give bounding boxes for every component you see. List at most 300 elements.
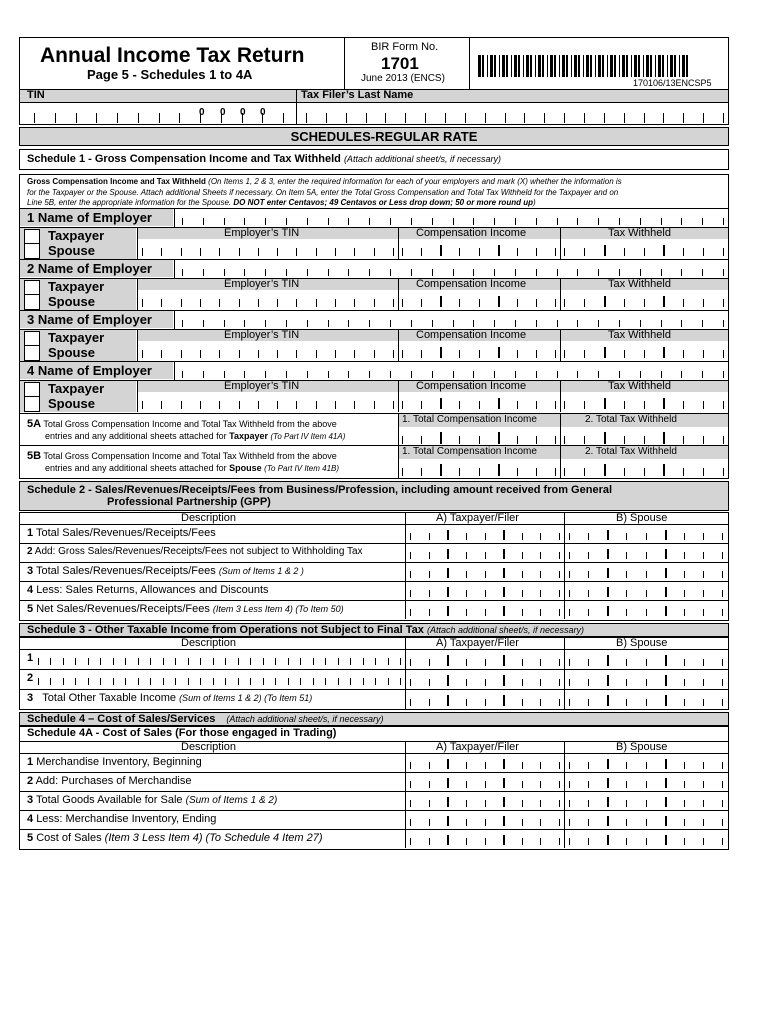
box-tick — [200, 248, 201, 256]
box-tick — [569, 590, 570, 597]
schedule3-item-1-spouse-input[interactable] — [569, 652, 723, 666]
schedule2-item-2: 2 Add: Gross Sales/Revenues/Receipts/Fees not subject to Withholding Tax — [27, 546, 363, 557]
box-tick — [494, 320, 495, 327]
schedule4a-item-1-taxpayer-input[interactable] — [410, 756, 560, 769]
box-tick — [498, 296, 500, 307]
box-tick — [244, 320, 245, 327]
employer-1-comp-input[interactable] — [402, 241, 556, 256]
schedule2-col-description: Description — [181, 512, 237, 524]
box-tick — [142, 248, 143, 256]
box-tick — [163, 658, 164, 665]
schedule4a-item-3-spouse-input[interactable] — [569, 794, 723, 807]
box-tick — [485, 781, 486, 788]
box-tick — [182, 269, 183, 276]
employer-2-tin-input[interactable] — [142, 292, 394, 307]
tin-input[interactable] — [34, 103, 284, 123]
employer-4-tin-input[interactable] — [142, 394, 394, 409]
item5a: 5A Total Gross Compensation Income and Total Tax Withheld from the above entries and any additional sheets attached for Taxpayer (To Part IV Item 41A) — [27, 418, 346, 441]
box-tick — [619, 371, 620, 378]
employer-4-tax-input[interactable] — [564, 394, 724, 409]
box-tick — [503, 797, 505, 807]
employer-1-tin-input[interactable] — [142, 241, 394, 256]
box-tick — [536, 350, 537, 358]
box-tick — [50, 658, 51, 665]
box-tick — [723, 299, 724, 307]
box-tick — [598, 371, 599, 378]
schedule3-col-taxpayer: A) Taxpayer/Filer — [436, 637, 519, 649]
box-tick — [722, 609, 723, 616]
schedule2-item-2-spouse-input[interactable] — [569, 546, 723, 559]
schedule3-item-2-spouse-input[interactable] — [569, 672, 723, 686]
box-tick — [179, 113, 180, 123]
box-tick — [405, 113, 406, 123]
barcode-bar — [502, 55, 505, 77]
box-tick — [577, 269, 578, 276]
box-tick — [239, 401, 240, 409]
barcode-bar — [511, 55, 512, 77]
employer-2-tax-input[interactable] — [564, 292, 724, 307]
box-tick — [440, 398, 442, 409]
employer-2-spouse-label: Spouse — [48, 294, 95, 309]
employer-1-name-input[interactable] — [182, 211, 724, 225]
barcode-bar — [514, 55, 517, 77]
schedule4a-item-2-taxpayer-input[interactable] — [410, 775, 560, 788]
box-tick — [505, 113, 506, 123]
box-tick — [432, 371, 433, 378]
employer-4-comp-input[interactable] — [402, 394, 556, 409]
schedule2-item-3-spouse-input[interactable] — [569, 565, 723, 578]
employer-3-tin-input[interactable] — [142, 343, 394, 358]
box-tick — [663, 432, 665, 444]
box-tick — [626, 571, 627, 578]
schedule2-item-3-taxpayer-input[interactable] — [410, 565, 560, 578]
employer-4-name-input[interactable] — [182, 364, 724, 378]
box-tick — [683, 401, 684, 409]
box-tick — [557, 371, 558, 378]
box-tick — [607, 695, 609, 706]
box-tick — [440, 245, 442, 256]
box-tick — [485, 762, 486, 769]
box-tick — [683, 299, 684, 307]
box-tick — [113, 678, 114, 685]
box-tick — [494, 269, 495, 276]
box-tick — [515, 371, 516, 378]
box-tick — [161, 401, 162, 409]
box-tick — [432, 218, 433, 225]
box-tick — [328, 269, 329, 276]
box-tick — [703, 699, 704, 706]
schedule2-col-taxpayer: A) Taxpayer/Filer — [436, 512, 519, 524]
barcode-bar — [607, 55, 608, 77]
total-comp-5a-input[interactable] — [402, 428, 556, 444]
box-tick — [569, 699, 570, 706]
box-tick — [348, 371, 349, 378]
box-tick — [665, 549, 667, 559]
schedule2-item-5-taxpayer-input[interactable] — [410, 603, 560, 616]
box-tick — [429, 533, 430, 540]
box-tick — [258, 350, 259, 358]
barcode-bar — [658, 55, 661, 77]
box-tick — [277, 350, 278, 358]
barcode-bar — [482, 55, 484, 77]
box-tick — [564, 468, 565, 476]
schedule4a-item-2-spouse-input[interactable] — [569, 775, 723, 788]
box-tick — [665, 835, 667, 845]
box-tick — [219, 248, 220, 256]
total-tax-5b-input[interactable] — [564, 460, 724, 476]
box-tick — [429, 609, 430, 616]
barcode-bar — [571, 55, 572, 77]
box-tick — [588, 533, 589, 540]
box-tick — [604, 347, 606, 358]
employer-1-tax-input[interactable] — [564, 241, 724, 256]
box-tick — [703, 800, 704, 807]
box-tick — [703, 468, 704, 476]
barcode-bar — [686, 55, 688, 77]
box-tick — [219, 299, 220, 307]
total-tax-5a-input[interactable] — [564, 428, 724, 444]
box-tick — [540, 533, 541, 540]
barcode-bar — [586, 55, 589, 77]
employer-1-comp-header: Compensation Income — [416, 227, 527, 239]
employer-2-tin-header: Employer’s TIN — [224, 278, 300, 290]
box-tick — [63, 678, 64, 685]
box-tick — [466, 552, 467, 559]
box-tick — [354, 299, 355, 307]
box-tick — [258, 299, 259, 307]
schedule3-item-2-description-input[interactable] — [38, 672, 401, 685]
box-tick — [557, 320, 558, 327]
barcode-bar — [682, 55, 685, 77]
box-tick — [410, 800, 411, 807]
box-tick — [238, 678, 239, 685]
box-tick — [429, 762, 430, 769]
barcode-bar — [535, 55, 536, 77]
box-tick — [569, 659, 570, 666]
employer-3-tax-input[interactable] — [564, 343, 724, 358]
box-tick — [588, 590, 589, 597]
schedule4a-item-4-spouse-input[interactable] — [569, 813, 723, 826]
box-tick — [390, 371, 391, 378]
barcode-bar — [583, 55, 584, 77]
box-tick — [181, 350, 182, 358]
schedule4a-item-4: 4 Less: Merchandise Inventory, Ending — [27, 813, 217, 825]
box-tick — [702, 320, 703, 327]
box-tick — [402, 468, 403, 476]
total-tax-5b-label: 2. Total Tax Withheld — [585, 446, 677, 457]
last-name-input[interactable] — [306, 103, 724, 123]
schedule2-item-2-taxpayer-input[interactable] — [410, 546, 560, 559]
box-tick — [569, 552, 570, 559]
schedule2-item-1-spouse-input[interactable] — [569, 527, 723, 540]
box-tick — [517, 436, 518, 444]
box-tick — [540, 838, 541, 845]
box-tick — [432, 320, 433, 327]
box-tick — [410, 659, 411, 666]
box-tick — [288, 678, 289, 685]
box-tick — [188, 658, 189, 665]
employer-1-tax-header: Tax Withheld — [608, 227, 671, 239]
total-comp-5b-input[interactable] — [402, 460, 556, 476]
box-tick — [540, 679, 541, 686]
schedule4a-item-4-taxpayer-input[interactable] — [410, 813, 560, 826]
box-tick — [283, 113, 284, 123]
box-tick — [604, 464, 606, 476]
schedule4a-item-3-taxpayer-input[interactable] — [410, 794, 560, 807]
box-tick — [517, 299, 518, 307]
box-tick — [569, 819, 570, 826]
box-tick — [498, 432, 500, 444]
box-tick — [703, 436, 704, 444]
schedule2-item-4-spouse-input[interactable] — [569, 584, 723, 597]
box-tick — [390, 320, 391, 327]
box-tick — [142, 299, 143, 307]
box-tick — [447, 530, 449, 540]
box-tick — [466, 781, 467, 788]
barcode-bar — [506, 55, 508, 77]
box-tick — [684, 659, 685, 666]
box-tick — [410, 571, 411, 578]
employer-4-taxpayer-label: Taxpayer — [48, 381, 105, 396]
box-tick — [515, 218, 516, 225]
box-tick — [275, 678, 276, 685]
box-tick — [540, 762, 541, 769]
employer-2-name-label: 2 Name of Employer — [27, 261, 152, 276]
box-tick — [723, 350, 724, 358]
box-tick — [684, 762, 685, 769]
box-tick — [722, 781, 723, 788]
employer-4-name-label: 4 Name of Employer — [27, 363, 152, 378]
box-tick — [559, 800, 560, 807]
box-tick — [588, 800, 589, 807]
box-tick — [646, 800, 647, 807]
box-tick — [307, 269, 308, 276]
box-tick — [338, 658, 339, 665]
box-tick — [540, 552, 541, 559]
box-tick — [517, 468, 518, 476]
box-tick — [564, 401, 565, 409]
box-tick — [440, 432, 442, 444]
box-tick — [722, 590, 723, 597]
box-tick — [250, 678, 251, 685]
box-tick — [559, 781, 560, 788]
total-comp-5b-label: 1. Total Compensation Income — [402, 446, 537, 457]
box-tick — [96, 113, 97, 123]
box-tick — [466, 800, 467, 807]
form-number: 1701 — [381, 54, 419, 73]
box-tick — [663, 398, 665, 409]
box-tick — [479, 401, 480, 409]
barcode-bar — [595, 55, 596, 77]
box-tick — [411, 371, 412, 378]
schedule3-item-2-label: 2 — [27, 672, 34, 684]
box-tick — [665, 778, 667, 788]
schedule3-item-1-taxpayer-input[interactable] — [410, 652, 560, 666]
box-tick — [400, 678, 401, 685]
box-tick — [644, 248, 645, 256]
box-tick — [540, 699, 541, 706]
form-title: Annual Income Tax Return — [40, 44, 305, 67]
employer-2-tax-header: Tax Withheld — [608, 278, 671, 290]
box-tick — [540, 590, 541, 597]
box-tick — [239, 350, 240, 358]
box-tick — [723, 218, 724, 225]
barcode-bar — [610, 55, 613, 77]
box-tick — [277, 401, 278, 409]
employer-2-spouse-checkbox[interactable] — [24, 294, 40, 310]
employer-2-taxpayer-label: Taxpayer — [48, 279, 105, 294]
schedule4a-item-5-spouse-input[interactable] — [569, 832, 723, 845]
employer-4-spouse-checkbox[interactable] — [24, 396, 40, 412]
box-tick — [163, 678, 164, 685]
box-tick — [598, 218, 599, 225]
box-tick — [161, 299, 162, 307]
schedule2-item-5-spouse-input[interactable] — [569, 603, 723, 616]
form-no-label: BIR Form No. — [371, 41, 439, 53]
box-tick — [466, 699, 467, 706]
box-tick — [722, 659, 723, 666]
schedule4a-item-1: 1 Merchandise Inventory, Beginning — [27, 756, 202, 768]
box-tick — [503, 606, 505, 616]
schedule3-item-1-description-input[interactable] — [38, 652, 401, 665]
box-tick — [584, 113, 585, 123]
box-tick — [624, 436, 625, 444]
box-tick — [522, 800, 523, 807]
box-tick — [522, 659, 523, 666]
box-tick — [644, 113, 645, 123]
box-tick — [665, 816, 667, 826]
employer-2-name-input[interactable] — [182, 262, 724, 276]
schedule3-item-3-taxpayer-input[interactable] — [410, 692, 560, 706]
box-tick — [665, 587, 667, 597]
box-tick — [429, 590, 430, 597]
box-tick — [588, 819, 589, 826]
box-tick — [564, 113, 565, 123]
barcode-bar — [631, 55, 632, 77]
box-tick — [646, 762, 647, 769]
employer-3-name-input[interactable] — [182, 313, 724, 327]
box-tick — [161, 350, 162, 358]
box-tick — [440, 347, 442, 358]
employer-3-spouse-checkbox[interactable] — [24, 345, 40, 361]
box-tick — [473, 320, 474, 327]
box-tick — [522, 590, 523, 597]
box-tick — [393, 401, 394, 409]
box-tick — [665, 655, 667, 666]
barcode-bar — [562, 55, 565, 77]
schedule3-col-description: Description — [181, 637, 237, 649]
box-tick — [244, 218, 245, 225]
box-tick — [219, 401, 220, 409]
box-tick — [459, 436, 460, 444]
box-tick — [38, 658, 39, 665]
box-tick — [466, 609, 467, 616]
schedule4a-item-5-taxpayer-input[interactable] — [410, 832, 560, 845]
box-tick — [569, 762, 570, 769]
box-tick — [536, 299, 537, 307]
employer-3-comp-input[interactable] — [402, 343, 556, 358]
box-tick — [466, 679, 467, 686]
box-tick — [225, 678, 226, 685]
box-tick — [181, 401, 182, 409]
box-tick — [498, 347, 500, 358]
box-tick — [661, 320, 662, 327]
box-tick — [485, 838, 486, 845]
box-tick — [447, 675, 449, 686]
box-tick — [225, 658, 226, 665]
schedule2-item-1-taxpayer-input[interactable] — [410, 527, 560, 540]
box-tick — [517, 401, 518, 409]
box-tick — [313, 678, 314, 685]
employer-4-comp-header: Compensation Income — [416, 380, 527, 392]
box-tick — [410, 781, 411, 788]
box-tick — [307, 371, 308, 378]
box-tick — [626, 533, 627, 540]
box-tick — [536, 248, 537, 256]
schedule4a-item-2: 2 Add: Purchases of Merchandise — [27, 775, 192, 787]
box-tick — [665, 675, 667, 686]
box-tick — [703, 248, 704, 256]
box-tick — [421, 248, 422, 256]
box-tick — [559, 609, 560, 616]
box-tick — [175, 678, 176, 685]
box-tick — [503, 568, 505, 578]
box-tick — [485, 552, 486, 559]
barcode-bar — [643, 55, 644, 77]
box-tick — [350, 678, 351, 685]
box-tick — [559, 838, 560, 845]
box-tick — [335, 248, 336, 256]
box-tick — [703, 113, 704, 123]
schedule3-item-3-spouse-input[interactable] — [569, 692, 723, 706]
box-tick — [388, 658, 389, 665]
box-tick — [473, 371, 474, 378]
barcode-bar — [559, 55, 560, 77]
box-tick — [683, 350, 684, 358]
employer-2-comp-input[interactable] — [402, 292, 556, 307]
barcode-bar — [542, 55, 544, 77]
box-tick — [540, 659, 541, 666]
box-tick — [703, 350, 704, 358]
box-tick — [517, 350, 518, 358]
box-tick — [296, 401, 297, 409]
box-tick — [663, 347, 665, 358]
box-tick — [569, 571, 570, 578]
barcode-bar — [494, 55, 496, 77]
schedule4a-item-1-spouse-input[interactable] — [569, 756, 723, 769]
box-tick — [665, 530, 667, 540]
box-tick — [723, 371, 724, 378]
employer-1-spouse-checkbox[interactable] — [24, 243, 40, 259]
box-tick — [536, 371, 537, 378]
box-tick — [219, 350, 220, 358]
box-tick — [559, 762, 560, 769]
box-tick — [557, 269, 558, 276]
form-subtitle: Page 5 - Schedules 1 to 4A — [87, 67, 253, 82]
schedule2-item-4-taxpayer-input[interactable] — [410, 584, 560, 597]
box-tick — [300, 678, 301, 685]
box-tick — [626, 819, 627, 826]
box-tick — [626, 838, 627, 845]
box-tick — [459, 468, 460, 476]
employer-3-name-label: 3 Name of Employer — [27, 312, 152, 327]
schedule3-item-2-taxpayer-input[interactable] — [410, 672, 560, 686]
box-tick — [335, 350, 336, 358]
box-tick — [555, 436, 556, 444]
box-tick — [410, 762, 411, 769]
box-tick — [316, 248, 317, 256]
box-tick — [447, 759, 449, 769]
